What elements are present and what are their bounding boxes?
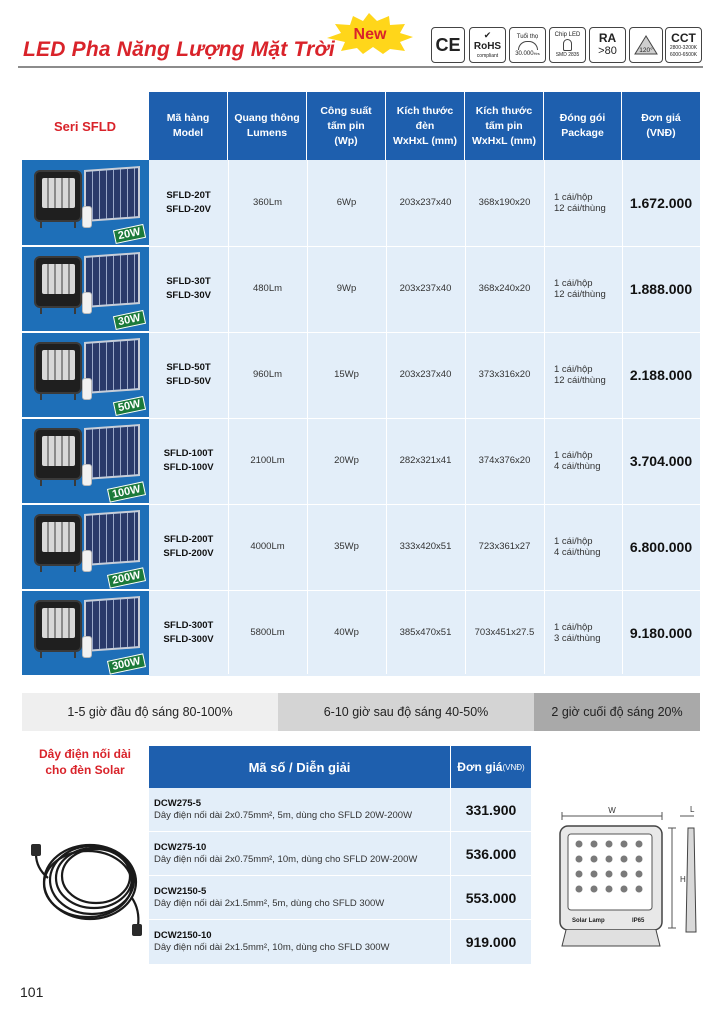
cell-panel-size: 374x376x20: [478, 455, 531, 466]
cell-power: 40Wp: [334, 627, 359, 638]
col-header-panel-size: Kích thước tấm pin WxHxL (mm): [465, 92, 544, 160]
cable-desc-text: Dây điện nối dài 2x0.75mm², 5m, dùng cho SFLD 20W-200W: [154, 810, 413, 821]
wattage-badge: 200W: [107, 567, 146, 588]
cell-price: 3.704.000: [629, 453, 693, 469]
solar-panel-icon: [84, 252, 140, 308]
cell-price: 6.800.000: [629, 539, 693, 555]
cable-section-title: Dây điện nối dài cho đèn Solar: [38, 747, 131, 777]
cable-col-header-desc: Mã số / Diễn giải: [149, 746, 450, 788]
cell-model: [149, 332, 228, 418]
cell-model: [149, 160, 228, 246]
model-v: SFLD-30V: [166, 290, 211, 301]
solar-panel-icon: [84, 596, 140, 652]
page-title: LED Pha Năng Lượng Mặt Trời: [23, 38, 335, 61]
floodlight-icon: [34, 428, 82, 480]
col-header-lumens: Quang thông Lumens: [228, 92, 307, 160]
cable-code: DCW275-10: [154, 842, 207, 853]
cell-panel-size: 723x361x27: [478, 541, 531, 552]
new-badge-text: New: [353, 26, 387, 43]
cable-code: DCW275-5: [154, 798, 201, 809]
package-box: 1 cái/hộp: [554, 278, 593, 289]
col-header-power: Công suất tấm pin (Wp): [307, 92, 386, 160]
row-divider: [22, 246, 700, 247]
floodlight-icon: [34, 256, 82, 308]
series-label: Seri SFLD: [53, 118, 117, 134]
remote-icon: [82, 550, 92, 572]
row-divider: [22, 418, 700, 419]
cable-desc-text: Dây điện nối dài 2x1.5mm², 10m, dùng cho SFLD 300W: [154, 942, 390, 953]
col-header-lamp-size: Kích thước đèn WxHxL (mm): [386, 92, 465, 160]
cable-price: 536.000: [465, 846, 517, 862]
remote-icon: [82, 378, 92, 400]
cable-code: DCW2150-10: [154, 930, 212, 941]
package-box: 1 cái/hộp: [554, 536, 593, 547]
cct-badge: CCT 2800-3200K 6000-6500K: [665, 27, 702, 63]
cell-lamp-size: 385x470x51: [399, 627, 452, 638]
row-divider: [22, 332, 700, 333]
product-image: [22, 160, 149, 245]
cell-power: 15Wp: [334, 369, 359, 380]
model-t: SFLD-30T: [166, 276, 211, 287]
check-icon: ✔: [483, 30, 492, 40]
cell-price: 1.672.000: [629, 195, 693, 211]
floodlight-icon: [34, 342, 82, 394]
cable-description: [154, 920, 450, 964]
col-header-package: Đóng gói Package: [544, 92, 622, 160]
column-divider: [307, 160, 308, 674]
cell-price: 9.180.000: [629, 625, 693, 641]
brightness-segment-3: 2 giờ cuối độ sáng 20%: [534, 693, 700, 731]
ra-badge: RA >80: [589, 27, 626, 63]
model-v: SFLD-50V: [166, 376, 211, 387]
cable-description: [154, 832, 450, 876]
cell-pkg: [544, 160, 622, 246]
cable-desc-text: Dây điện nối dài 2x1.5mm², 5m, dùng cho SFLD 300W: [154, 898, 385, 909]
cell-lamp-size: 203x237x40: [399, 197, 452, 208]
cell-lamp-size: 333x420x51: [399, 541, 452, 552]
cable-price: 331.900: [465, 802, 517, 818]
beam-angle-badge: [629, 27, 663, 63]
cell-lumens: 2100Lm: [250, 455, 285, 466]
wattage-badge: 50W: [113, 396, 146, 416]
rohs-mark: ✔ RoHS compliant: [469, 27, 506, 63]
model-v: SFLD-20V: [166, 204, 211, 215]
dimension-drawing: [548, 804, 712, 954]
cable-price: 919.000: [465, 934, 517, 950]
solar-panel-icon: [84, 424, 140, 480]
cable-coil-image: [22, 788, 149, 965]
connector-icon: [31, 844, 41, 856]
column-divider: [465, 160, 466, 674]
wattage-badge: 100W: [107, 481, 146, 502]
cell-power: 20Wp: [334, 455, 359, 466]
header-rule: [18, 66, 703, 68]
cell-model: [149, 504, 228, 590]
col-header-model: Mã hàng Model: [149, 92, 228, 160]
cell-panel-size: 368x190x20: [478, 197, 531, 208]
floodlight-icon: [34, 600, 82, 652]
cell-lumens: 960Lm: [252, 369, 283, 380]
cell-pkg: [544, 246, 622, 332]
solar-panel-icon: [84, 338, 140, 394]
cell-power: 35Wp: [334, 541, 359, 552]
cell-model: [149, 418, 228, 504]
cell-pkg: [544, 418, 622, 504]
cell-lumens: 480Lm: [252, 283, 283, 294]
cell-power: 6Wp: [336, 197, 357, 208]
cable-code: DCW2150-5: [154, 886, 207, 897]
cell-pkg: [544, 590, 622, 676]
column-divider: [622, 160, 623, 674]
remote-icon: [82, 636, 92, 658]
brightness-segment-2: 6-10 giờ sau độ sáng 40-50%: [278, 693, 534, 731]
solar-panel-icon: [84, 510, 140, 566]
cable-description: [154, 788, 450, 832]
cell-lamp-size: 203x237x40: [399, 283, 452, 294]
wattage-badge: 30W: [113, 310, 146, 330]
model-t: SFLD-50T: [166, 362, 211, 373]
model-v: SFLD-100V: [163, 462, 214, 473]
dimension-w-label: W: [608, 806, 616, 815]
col-header-price: Đơn giá (VNĐ): [622, 92, 700, 160]
model-t: SFLD-300T: [163, 620, 214, 631]
drawing-ip-label: IP65: [632, 918, 645, 924]
model-t: SFLD-20T: [166, 190, 211, 201]
cell-panel-size: 373x316x20: [478, 369, 531, 380]
drawing-brand-label: Solar Lamp: [572, 918, 605, 924]
wattage-badge: 20W: [113, 224, 146, 244]
package-carton: 12 cái/thùng: [554, 203, 606, 214]
gauge-icon: [518, 41, 538, 50]
package-carton: 4 cái/thùng: [554, 461, 601, 472]
connector-icon: [132, 924, 142, 936]
product-image: [22, 590, 149, 675]
column-divider: [544, 160, 545, 674]
remote-icon: [82, 206, 92, 228]
cell-power: 9Wp: [336, 283, 357, 294]
cell-lamp-size: 203x237x40: [399, 369, 452, 380]
model-t: SFLD-100T: [163, 448, 214, 459]
package-carton: 12 cái/thùng: [554, 289, 606, 300]
product-image: [22, 246, 149, 331]
brightness-segment-1: 1-5 giờ đầu độ sáng 80-100%: [22, 693, 278, 731]
ce-mark: CE: [431, 27, 465, 63]
cell-panel-size: 368x240x20: [478, 283, 531, 294]
remote-icon: [82, 464, 92, 486]
cell-model: [149, 246, 228, 332]
cable-desc-text: Dây điện nối dài 2x0.75mm², 10m, dùng cho SFLD 20W-200W: [154, 854, 418, 865]
cable-col-header-price: Đơn giá (VNĐ): [451, 746, 531, 788]
chip-led-badge: Chip LED SMD 2835: [549, 27, 586, 63]
model-v: SFLD-200V: [163, 548, 214, 559]
package-box: 1 cái/hộp: [554, 192, 593, 203]
cell-price: 2.188.000: [629, 367, 693, 383]
dimension-h-label: H: [680, 875, 686, 884]
solar-panel-icon: [84, 166, 140, 222]
column-divider: [228, 160, 229, 674]
cell-pkg: [544, 504, 622, 590]
cell-lumens: 360Lm: [252, 197, 283, 208]
model-v: SFLD-300V: [163, 634, 214, 645]
cell-pkg: [544, 332, 622, 418]
new-badge: [323, 12, 415, 54]
product-image: [22, 504, 149, 589]
row-divider: [22, 590, 700, 591]
floodlight-icon: [34, 170, 82, 222]
product-image: [22, 332, 149, 417]
wattage-badge: 300W: [107, 653, 146, 674]
package-carton: 12 cái/thùng: [554, 375, 606, 386]
page-number: 101: [20, 984, 44, 1000]
model-t: SFLD-200T: [163, 534, 214, 545]
svg-text:120°: 120°: [639, 47, 653, 54]
cell-lumens: 4000Lm: [250, 541, 285, 552]
package-box: 1 cái/hộp: [554, 622, 593, 633]
cable-divider: [450, 788, 451, 965]
cell-price: 1.888.000: [629, 281, 693, 297]
package-box: 1 cái/hộp: [554, 450, 593, 461]
package-carton: 4 cái/thùng: [554, 547, 601, 558]
cell-panel-size: 703x451x27.5: [474, 627, 535, 638]
column-divider: [386, 160, 387, 674]
cell-lumens: 5800Lm: [250, 627, 285, 638]
cable-price: 553.000: [465, 890, 517, 906]
cell-lamp-size: 282x321x41: [399, 455, 452, 466]
package-box: 1 cái/hộp: [554, 364, 593, 375]
remote-icon: [82, 292, 92, 314]
lifetime-badge: Tuổi thọ 30.000Hrs: [509, 27, 546, 63]
floodlight-icon: [34, 514, 82, 566]
cable-description: [154, 876, 450, 920]
package-carton: 3 cái/thùng: [554, 633, 601, 644]
cell-model: [149, 590, 228, 676]
product-image: [22, 418, 149, 503]
bulb-icon: [563, 39, 572, 51]
dimension-l-label: L: [690, 805, 695, 814]
beam-angle-icon: [633, 34, 659, 56]
row-divider: [22, 504, 700, 505]
